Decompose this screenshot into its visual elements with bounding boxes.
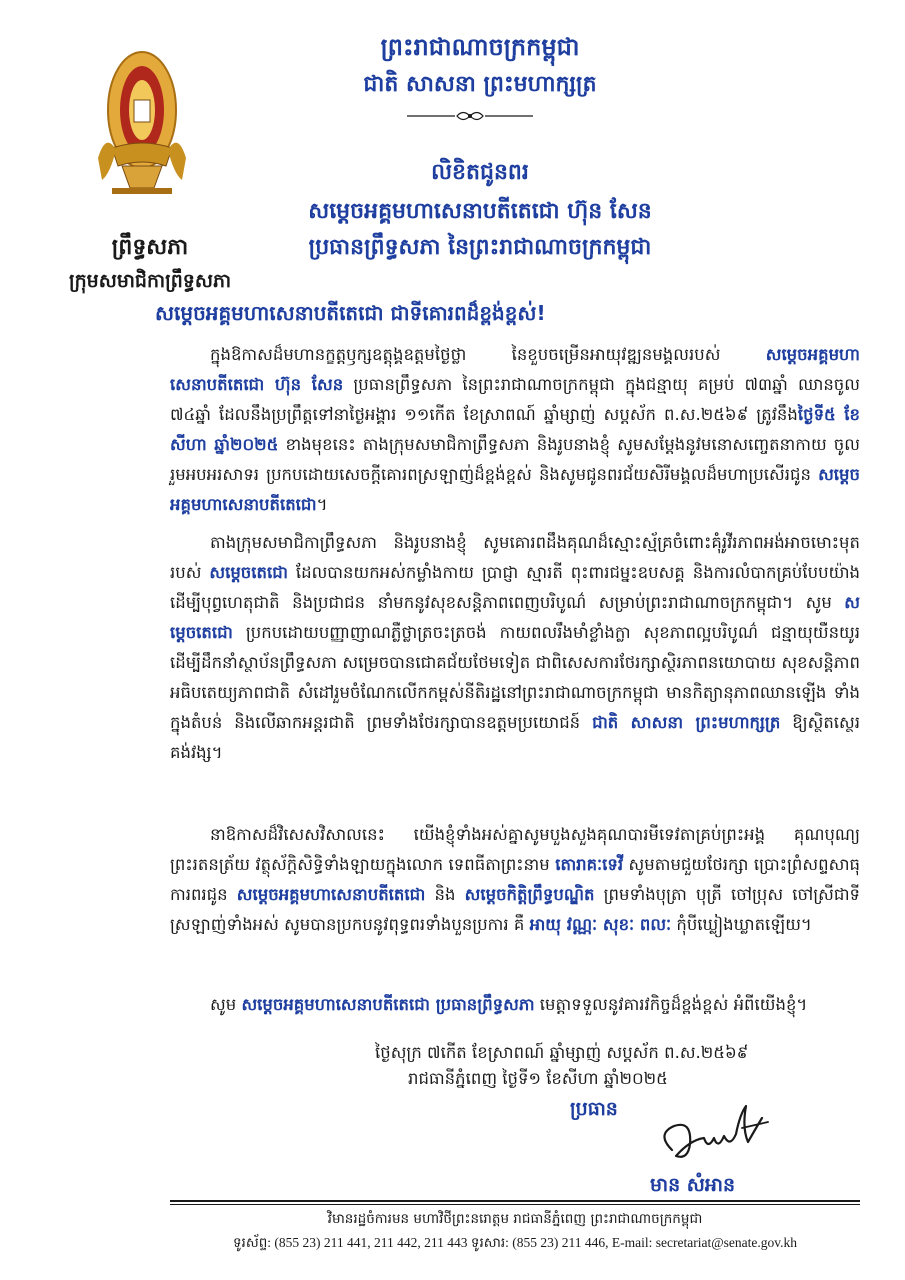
paragraph-text: និង	[425, 885, 465, 904]
paragraph-text: នាឱកាសដ៏វិសេសវិសាលនេះ យើងខ្ញុំទាំងអស់គ្នាសូមបួងសួងគុណបារមីទេវតាគ្រប់ព្រះអង្គ គុណបុណ្យព្រះរតនត្រ័យ វត្ថុស័ក្តិសិទ្ធិទាំងឡាយក្នុងលោក ទេពធីតាព្រះនាម	[170, 825, 860, 874]
paragraph-1	[170, 340, 860, 520]
footer-contact: ទូរស័ព្ទ: (855 23) 211 441, 211 442, 211 443 ទូរសារ: (855 23) 211 446, E-mail: secretariat@senate.gov.kh	[232, 1235, 797, 1250]
highlight-recipient: សម្តេចអគ្គមហាសេនាបតីតេជោ	[170, 465, 860, 514]
paragraph-text: សូមតាមជួយថែរក្សា ប្រោះព្រំសព្ទសាធុការពរជូន	[170, 855, 860, 904]
signatory-title: ប្រធាន	[570, 1098, 618, 1120]
recipient-name: សម្តេចអគ្គមហាសេនាបតីតេជោ ហ៊ុន សែន	[308, 199, 652, 224]
paragraph-text: តាងក្រុមសមាជិកាព្រឹទ្ធសភា និងរូបនាងខ្ញុំ សូមគោរពដឹងគុណដ៏ស្មោះស្ម័គ្រចំពោះគុំរូវីរភាពអង់អាចមោះមុតរបស់	[170, 533, 860, 582]
paragraph-text: ប្រកបដោយបញ្ញាញាណភ្លឺថ្លាត្រចះត្រចង់ កាយពលរឹងមាំខ្លាំងក្លា សុខភាពល្អបរិបូណ៌ ជន្មាយុយឺនយូរ ដើម្បីដឹកនាំស្ថាប័នព្រឹទ្ធសភា សម្រេចបានជោគជ័យថែមទៀត ជាពិសេសការថែរក្សាស្ថិរភាពនយោបាយ សុខសន្តិភាព អធិបតេយ្យភាពជាតិ សំដៅរួមចំណែកលើកកម្ពស់នីតិរដ្ឋនៅព្រះរាជាណាចក្រកម្ពុជា មានកិត្យានុភាពឈានឡើង ទាំងក្នុងតំបន់ និងលើឆាកអន្តរជាតិ ព្រមទាំងថែរក្សាបានឧត្តមប្រយោជន៍	[170, 623, 860, 732]
sender-group: ក្រុមសមាជិកាព្រឹទ្ធសភា	[68, 270, 232, 292]
highlight-recipient: សម្តេចអគ្គមហាសេនាបតីតេជោ ប្រធានព្រឹទ្ធសភា	[241, 995, 535, 1014]
highlight-spouse: សម្តេចកិត្តិព្រឹទ្ធបណ្ឌិត	[464, 885, 595, 904]
highlight-blessings: អាយុ វណ្ណៈ សុខៈ ពលៈ	[529, 915, 672, 934]
salutation: សម្តេចអគ្គមហាសេនាបតីតេជោ ជាទីគោរពដ៏ខ្ពង់ខ្ពស់!	[155, 301, 546, 325]
senate-emblem-icon	[92, 48, 192, 198]
highlight-motto: ជាតិ សាសនា ព្រះមហាក្សត្រ	[592, 713, 781, 732]
paragraph-text: កុំបីឃ្លៀងឃ្លាតឡើយ។	[671, 915, 812, 934]
sender-organization: ព្រឹទ្ធសភា	[111, 235, 189, 260]
paragraph-4	[170, 990, 860, 1020]
paragraph-2	[170, 528, 860, 768]
kingdom-heading: ព្រះរាជាណាចក្រកម្ពុជា	[380, 33, 580, 61]
paragraph-text: ព្រមទាំងបុត្រា បុត្រី ចៅប្រុស ចៅស្រីជាទីស្រឡាញ់ទាំងអស់ សូមបានប្រកបនូវពុទ្ធពរទាំងបួនប្រការ គឺ	[170, 885, 861, 934]
paragraph-text: មេត្តាទទួលនូវគារវកិច្ចដ៏ខ្ពង់ខ្ពស់ អំពីយើងខ្ញុំ។	[534, 995, 808, 1014]
national-motto: ជាតិ សាសនា ព្រះមហាក្សត្រ	[363, 72, 597, 97]
footer-address: វិមានរដ្ឋចំការមន មហាវិថីព្រះនរោត្តម រាជធានីភ្នំពេញ ព្រះរាជាណាចក្រកម្ពុជា	[327, 1211, 703, 1227]
recipient-title: ប្រធានព្រឹទ្ធសភា នៃព្រះរាជាណាចក្រកម្ពុជា	[308, 235, 652, 260]
paragraph-text: សូម	[210, 995, 242, 1014]
highlight-recipient: សម្តេចអគ្គមហាសេនាបតីតេជោ	[236, 885, 426, 904]
paragraph-text: ឱ្យស្ថិតស្ថេរគង់វង្ស។	[170, 713, 860, 762]
solar-date: រាជធានីភ្នំពេញ ថ្ងៃទី១ ខែសីហា ឆ្នាំ២០២៥	[408, 1069, 668, 1088]
highlight-date: ថ្ងៃទី៥ ខែសីហា ឆ្នាំ២០២៥	[170, 405, 860, 454]
paragraph-text: ដែលបានយកអស់កម្លាំងកាយ ប្រាជ្ញា ស្មារតី ពុះពារជម្នះឧបសគ្គ និងការលំបាកគ្រប់បែបយ៉ាង ដើម្បីបុព្វហេតុជាតិ និងប្រជាជន នាំមកនូវសុខសន្តិភាពពេញបរិបូណ៌ សម្រាប់ព្រះរាជាណាចក្រកម្ពុជា។ សូម	[170, 563, 860, 612]
paragraph-text: ប្រធានព្រឹទ្ធសភា នៃព្រះរាជាណាចក្រកម្ពុជា ក្នុងជន្មាយុ គម្រប់ ៧៣ឆ្នាំ ឈានចូល ៧៤ឆ្នាំ ដែលនឹងប្រព្រឹត្តទៅនាថ្ងៃអង្គារ ១១កើត ខែស្រាពណ៍ ឆ្នាំម្សាញ់ សប្តស័ក ព.ស.២៥៦៩ ត្រូវនឹង	[170, 375, 860, 424]
footer-divider	[170, 1200, 860, 1202]
paragraph-text: ខាងមុខនេះ តាងក្រុមសមាជិកាព្រឹទ្ធសភា និងរូបនាងខ្ញុំ សូមសម្តែងនូវមនោសញ្ចេតនាកាយ ចូលរួមអបអរសាទរ ប្រកបដោយសេចក្តីគោរពស្រឡាញ់ដ៏ខ្ពង់ខ្ពស់ និងសូមជូនពរជ័យសិរីមង្គលដ៏មហាប្រសើរជូន	[170, 435, 860, 484]
highlight-recipient: សម្តេចអគ្គមហាសេនាបតីតេជោ ហ៊ុន សែន	[170, 345, 860, 394]
paragraph-text: ក្នុងឱកាសដ៏មហានក្ខត្តឫក្សឧត្តុង្គឧត្តមថ្ងៃថ្លា នៃខួបចម្រើនអាយុវឌ្ឍនមង្គលរបស់	[210, 345, 766, 364]
highlight-recipient: សម្តេចតេជោ	[209, 563, 288, 582]
paragraph-3	[170, 820, 860, 940]
footer-divider	[170, 1204, 860, 1205]
highlight-recipient: សម្តេចតេជោ	[170, 593, 860, 642]
handwritten-signature-icon	[650, 1098, 780, 1168]
letter-title: លិខិតជូនពរ	[431, 160, 529, 185]
ornament-divider-icon	[405, 108, 535, 124]
highlight-deity: តោរាគៈទេវី	[555, 855, 624, 874]
lunar-date: ថ្ងៃសុក្រ ៧កើត ខែស្រាពណ៍ ឆ្នាំម្សាញ់ សប្តស័ក ព.ស.២៥៦៩	[375, 1043, 749, 1062]
signer-name: មាន សំអាន	[650, 1174, 736, 1196]
paragraph-text: ។	[316, 495, 328, 514]
